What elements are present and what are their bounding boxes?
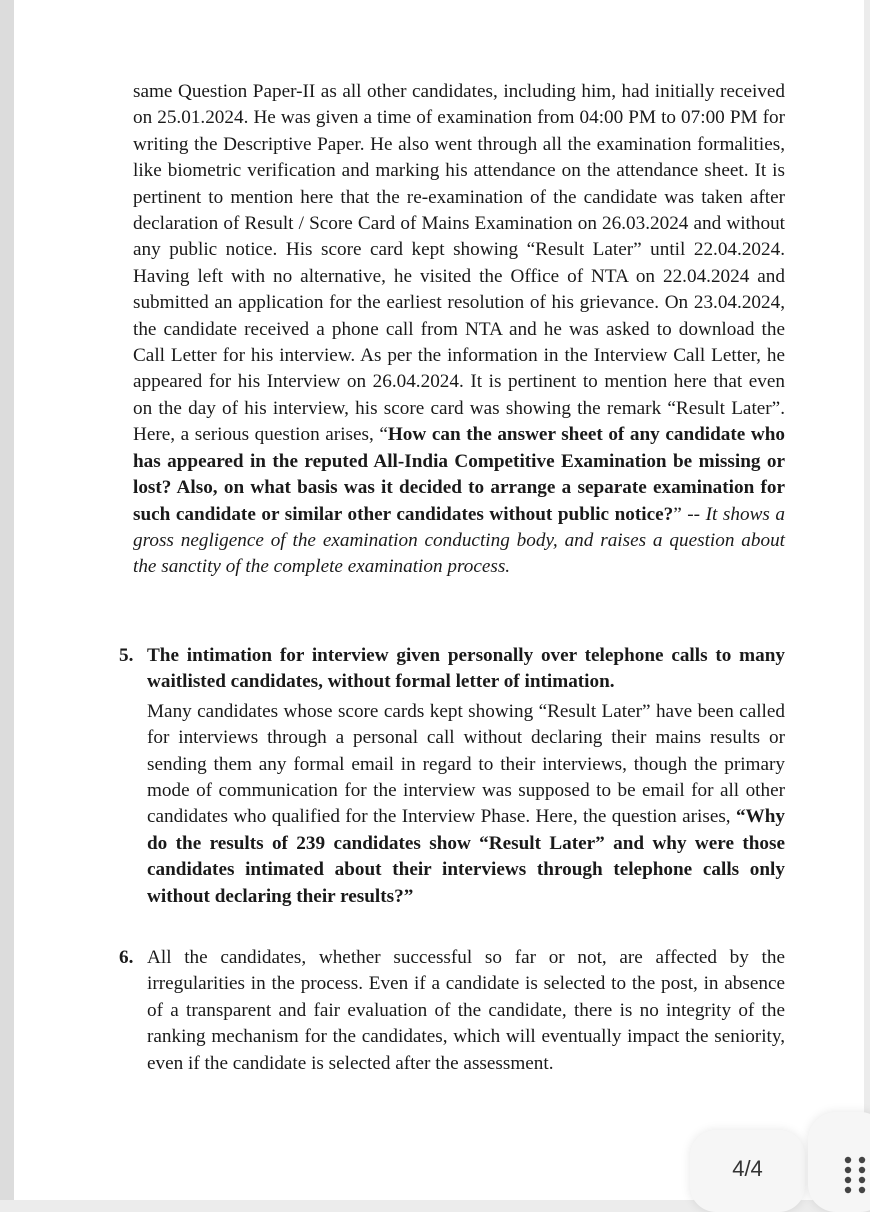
list-item-6: [119, 945, 785, 1077]
item-5-paragraph: [147, 699, 785, 910]
page-left-edge: [0, 0, 14, 1200]
intro-paragraph: [133, 79, 785, 581]
item-5-heading: The intimation for interview given personally over telephone calls to many waitlisted candidates, without formal letter of intimation.: [147, 645, 785, 693]
intro-text: same Question Paper-II as all other candidates, including him, had initially received on 25.01.2024. He was given a time of examination from 04:00 PM to 07:00 PM for writing the Descriptive Paper. He also went through all the examination formalities, like biometric verification and marking his attendance on the attendance sheet. It is pertinent to mention here that the re-examination of the candidate was taken after declaration of Result / Score Card of Mains Examination on 26.03.2024 and without any public notice. His score card kept showing “Result Later” until 22.04.2024. Having left with no alternative, he visited the Office of NTA on 22.04.2024 and submitted an application for the earliest resolution of his grievance. On 23.04.2024, the candidate received a phone call from NTA and he was asked to download the Call Letter for his interview. As per the information in the Interview Call Letter, he appeared for his Interview on 26.04.2024. It is pertinent to mention here that even on the day of his interview, his score card was showing the remark “Result Later”. Here, a serious question arises, “: [133, 81, 785, 446]
intro-italic-remark: It shows a gross negligence of the examination conducting body, and raises a question about the sanctity of the complete examination process.: [133, 503, 785, 578]
item-5-text: Many candidates whose score cards kept showing “Result Later” have been called for interviews through a personal call without declaring their mains results or sending them any formal email in regard to their interviews, though the primary mode of communication for the interview was supposed to be email for all other candidates who qualified for the Interview Phase. Here, the question arises,: [147, 700, 785, 828]
list-item-5: [119, 643, 785, 910]
scroll-handle[interactable]: [808, 1112, 870, 1212]
item-5-bold-question: “Why do the results of 239 candidates show “Result Later” and why were those candidates intimated about their interviews through telephone calls only without declaring their results?”: [147, 806, 785, 907]
page-indicator-label: 4/4: [732, 1156, 763, 1181]
item-6-text: All the candidates, whether successful so far or not, are affected by the irregularities in the process. Even if a candidate is selected to the post, in absence of a transparent and fair evaluation of the candidate, there is no integrity of the ranking mechanism for the candidates, which will eventually impact the seniority, even if the candidate is selected after the assessment.: [147, 947, 785, 1074]
drag-dots-icon: [844, 1156, 866, 1194]
intro-separator: ” --: [673, 503, 706, 525]
item-5-number: 5.: [119, 645, 134, 666]
item-6-number: 6.: [119, 947, 134, 968]
intro-bold-question: How can the answer sheet of any candidate who has appeared in the reputed All-India Competitive Examination be missing or lost? Also, on what basis was it decided to arrange a separate examination for such candidate or similar other candidates without public notice?: [133, 424, 785, 525]
